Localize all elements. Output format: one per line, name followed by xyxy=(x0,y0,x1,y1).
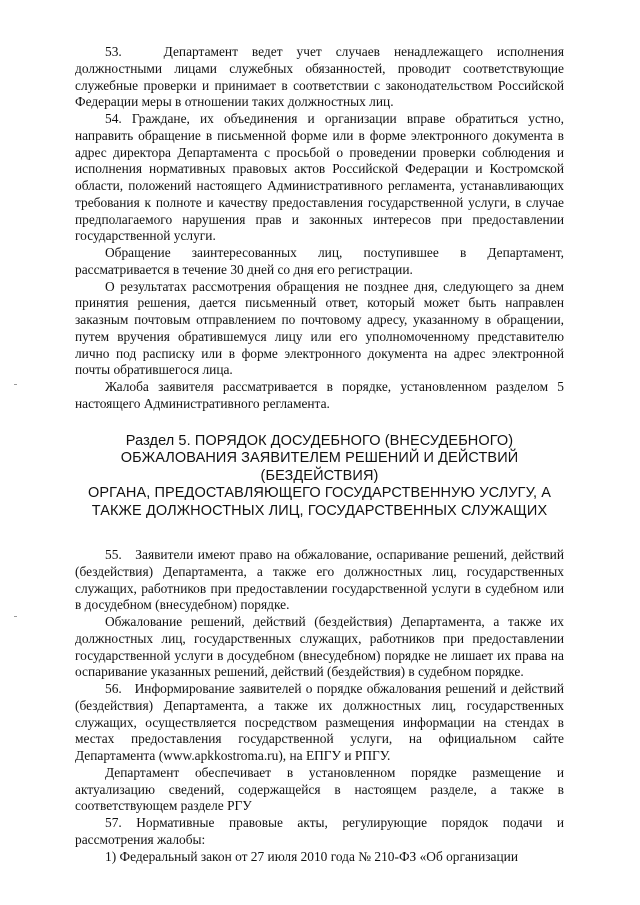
paragraph-55: 55. Заявители имеют право на обжалование, оспаривание решений, действий (бездействия) Департамента, а также его должностных лиц, государственных служащих, работников при предоставлении государственной услуги в судебном или в досудебном (внесудебном) порядке. xyxy=(75,547,564,613)
paragraph-law-210: 1) Федеральный закон от 27 июля 2010 года № 210-ФЗ «Об организации xyxy=(105,848,518,864)
paragraph-publication: Департамент обеспечивает в установленном порядке размещение и актуализацию сведений, содержащейся в настоящем разделе, а также в соответствующем разделе РГУ xyxy=(75,764,564,814)
paragraph-54: 54. Граждане, их объединения и организации вправе обратиться устно, направить обращение в письменной форме или в форме электронного документа в адрес директора Департамента с просьбой о проведении проверки соблюдения и исполнения нормативных правовых актов Российской Федерации и Костромской области, положений настоящего Административного регламента, устанавливающих требования к полноте и качеству предоставления государственной услуги, в случае предполагаемого нарушения прав и законных интересов при предоставлении государственной услуги. xyxy=(75,111,564,244)
heading-line: ОРГАНА, ПРЕДОСТАВЛЯЮЩЕГО ГОСУДАРСТВЕННУЮ УСЛУГУ, А xyxy=(87,485,552,501)
document-body xyxy=(75,44,564,865)
heading-line: ТАКЖЕ ДОЛЖНОСТНЫХ ЛИЦ, ГОСУДАРСТВЕННЫХ СЛУЖАЩИХ xyxy=(91,502,548,519)
heading-line: ОБЖАЛОВАНИЯ ЗАЯВИТЕЛЕМ РЕШЕНИЙ И ДЕЙСТВИЙ (БЕЗДЕЙСТВИЯ) xyxy=(120,450,519,484)
paragraph-53: 53. Департамент ведет учет случаев ненадлежащего исполнения должностными лицами служебных обязанностей, проводит соответствующие служебные проверки и принимает в соответствии с законодательством Российской Федерации меры в отношении таких должностных лиц. xyxy=(75,44,564,110)
paragraph-56: 56. Информирование заявителей о порядке обжалования решений и действий (бездействия) Департамента, а также их должностных лиц, государственных служащих, осуществляется посредством размещения информации на стендах в местах предоставления государственной услуги, на официальном сайте Департамента (www.apkkostroma.ru), на ЕПГУ и РПГУ. xyxy=(75,681,564,763)
paragraph-57: 57. Нормативные правовые акты, регулирующие порядок подачи и рассмотрения жалобы: xyxy=(75,815,564,847)
heading-line: Раздел 5. ПОРЯДОК ДОСУДЕБНОГО (ВНЕСУДЕБНОГО) xyxy=(125,432,514,449)
paragraph-appeal-rights: Обжалование решений, действий (бездействия) Департамента, а также их должностных лиц, государственных служащих, работников при предоставлении государственной услуги в досудебном (внесудебном) порядке не лишает их права на оспаривание указанных решений, действий (бездействия) в судебном порядке. xyxy=(75,614,564,680)
section-5-heading xyxy=(75,433,564,521)
paragraph-review-term: Обращение заинтересованных лиц, поступившее в Департамент, рассматривается в течение 30 дней со дня его регистрации. xyxy=(75,245,564,277)
margin-mark xyxy=(14,384,17,385)
paragraph-review-result: О результатах рассмотрения обращения не позднее дня, следующего за днем принятия решения, дается письменный ответ, который может быть направлен заказным почтовым отправлением по почтовому адресу, указанному в обращении, путем вручения обратившемуся лицу или его уполномоченному представителю лично под расписку или в форме электронного документа на адрес электронной почты обратившегося лица. xyxy=(75,278,564,378)
paragraph-complaint-order: Жалоба заявителя рассматривается в порядке, установленном разделом 5 настоящего Административного регламента. xyxy=(75,379,564,411)
margin-mark xyxy=(14,616,17,617)
